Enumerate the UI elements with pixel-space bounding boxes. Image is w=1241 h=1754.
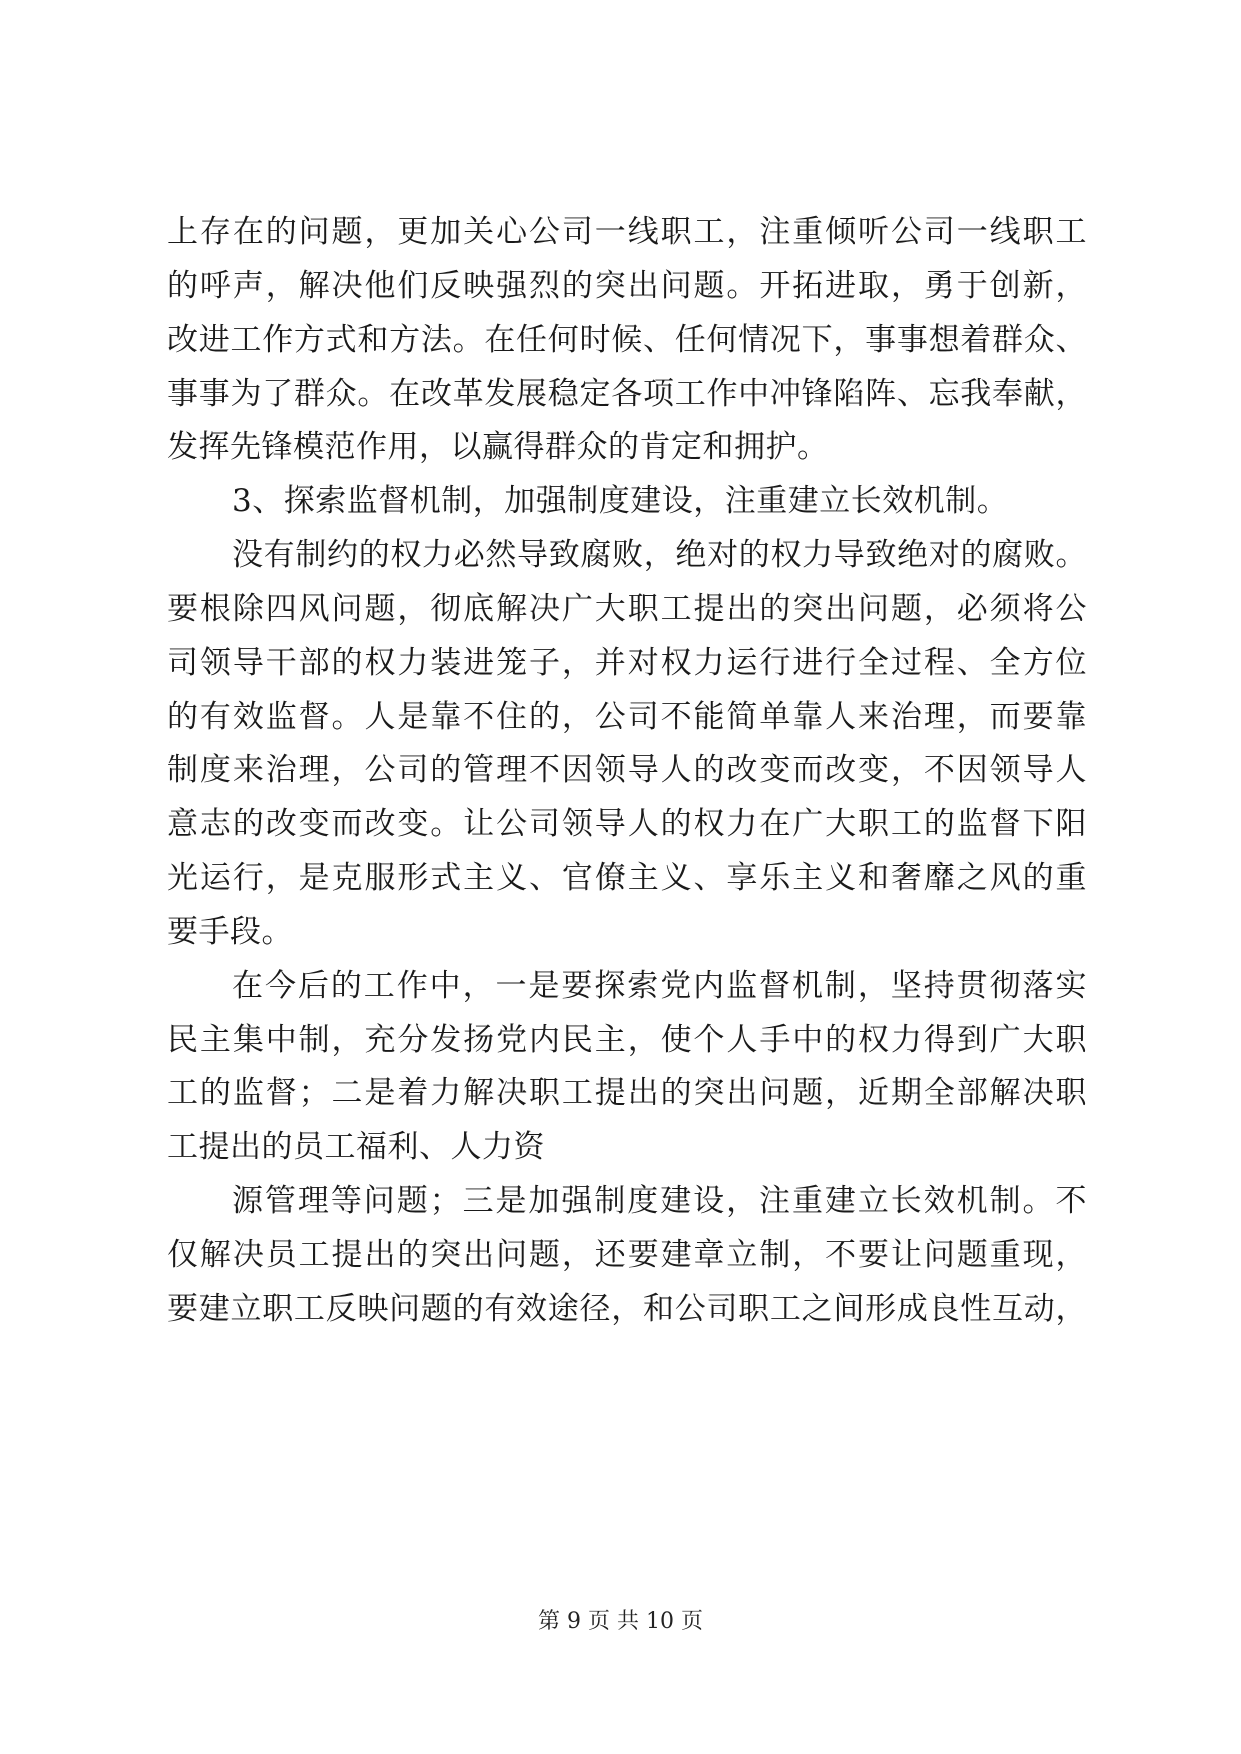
text-line: 要根除四风问题，彻底解决广大职工提出的突出问题，必须将公 bbox=[167, 591, 1087, 627]
text-line: 在今后的工作中，一是要探索党内监督机制，坚持贯彻落实 bbox=[232, 968, 1087, 1004]
text-line: 源管理等问题；三是加强制度建设，注重建立长效机制。不 bbox=[232, 1183, 1087, 1219]
text-line: 制度来治理，公司的管理不因领导人的改变而改变，不因领导人 bbox=[167, 752, 1087, 788]
text-line: 仅解决员工提出的突出问题，还要建章立制，不要让问题重现， bbox=[167, 1237, 1087, 1273]
text-line: 司领导干部的权力装进笼子，并对权力运行进行全过程、全方位 bbox=[167, 645, 1087, 681]
text-line: 的呼声，解决他们反映强烈的突出问题。开拓进取，勇于创新， bbox=[167, 268, 1087, 304]
text-line: 工的监督；二是着力解决职工提出的突出问题，近期全部解决职 bbox=[167, 1075, 1087, 1111]
text-line: 要手段。 bbox=[167, 914, 293, 950]
text-line: 发挥先锋模范作用，以赢得群众的肯定和拥护。 bbox=[167, 429, 829, 465]
text-line: 要建立职工反映问题的有效途径，和公司职工之间形成良性互动， bbox=[167, 1291, 1087, 1327]
text-line: 的有效监督。人是靠不住的，公司不能简单靠人来治理，而要靠 bbox=[167, 699, 1087, 735]
text-line: 民主集中制，充分发扬党内民主，使个人手中的权力得到广大职 bbox=[167, 1022, 1087, 1058]
text-line: 事事为了群众。在改革发展稳定各项工作中冲锋陷阵、忘我奉献， bbox=[167, 376, 1087, 412]
text-line: 光运行，是克服形式主义、官僚主义、享乐主义和奢靡之风的重 bbox=[167, 860, 1087, 896]
text-line: 工提出的员工福利、人力资 bbox=[167, 1129, 545, 1165]
text-line: 上存在的问题，更加关心公司一线职工，注重倾听公司一线职工 bbox=[167, 214, 1087, 250]
section-heading: 3、探索监督机制，加强制度建设，注重建立长效机制。 bbox=[232, 483, 1009, 519]
page-number-footer: 第 9 页 共 10 页 bbox=[538, 1609, 703, 1634]
text-line: 改进工作方式和方法。在任何时候、任何情况下，事事想着群众、 bbox=[167, 322, 1087, 358]
text-line: 没有制约的权力必然导致腐败，绝对的权力导致绝对的腐败。 bbox=[232, 537, 1087, 573]
text-line: 意志的改变而改变。让公司领导人的权力在广大职工的监督下阳 bbox=[167, 806, 1087, 842]
